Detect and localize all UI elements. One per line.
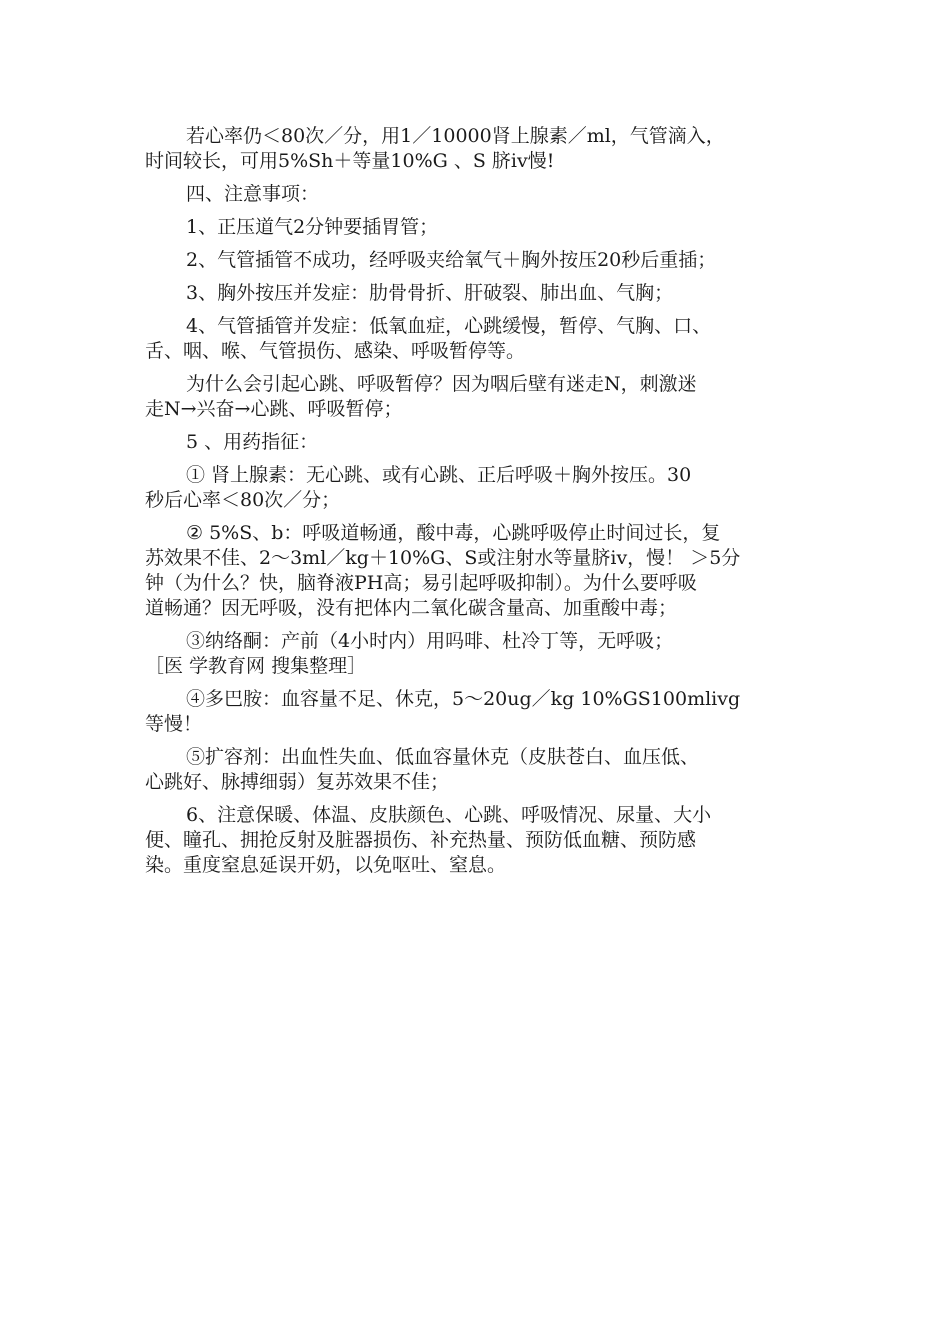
text-line: 心跳好、脉搏细弱）复苏效果不佳； <box>145 771 450 793</box>
text-line: 等慢！ <box>145 713 203 735</box>
text-line: ④多巴胺：血容量不足、休克，5～20ug／kg 10%GS100mlivg <box>186 688 741 710</box>
text-line: 四、注意事项： <box>186 183 320 205</box>
text-line: 秒后心率＜80次／分； <box>145 489 341 511</box>
text-line: 为什么会引起心跳、呼吸暂停？因为咽后壁有迷走N，刺激迷 <box>186 373 697 395</box>
document-body <box>145 124 810 886</box>
text-line: 苏效果不佳、2～3ml／kg＋10%G、S或注射水等量脐iv，慢！ ＞5分 <box>145 547 741 569</box>
paragraph-dopamine <box>145 687 810 737</box>
text-line: 1、正压道气2分钟要插胃管； <box>186 216 439 238</box>
text-line: 若心率仍＜80次／分，用1／10000肾上腺素／ml，气管滴入， <box>186 125 725 147</box>
paragraph-item-3 <box>145 281 810 306</box>
paragraph-item-4 <box>145 314 810 364</box>
paragraph-volume-expander <box>145 745 810 795</box>
text-line: 时间较长，可用5%Sh＋等量10%G 、S 脐iv慢! <box>145 150 555 172</box>
section-heading-drug-indications <box>145 430 810 455</box>
paragraph-item-1 <box>145 215 810 240</box>
text-line: 染。重度窒息延误开奶，以免呕吐、窒息。 <box>145 854 507 876</box>
text-line: ［医 学教育网 搜集整理］ <box>145 655 367 677</box>
paragraph-heart-rate <box>145 124 810 174</box>
text-line: ⑤扩容剂：出血性失血、低血容量休克（皮肤苍白、血压低、 <box>186 746 700 768</box>
text-line: 2、气管插管不成功，经呼吸夹给氧气＋胸外按压20秒后重插； <box>186 249 717 271</box>
paragraph-naloxone <box>145 629 810 654</box>
paragraph-why-apnea <box>145 372 810 422</box>
text-line: ③纳络酮：产前（4小时内）用吗啡、杜冷丁等，无呼吸； <box>186 630 674 652</box>
text-line: 便、瞳孔、拥抢反射及脏器损伤、补充热量、预防低血糖、预防感 <box>145 829 697 851</box>
text-line: 3、胸外按压并发症：肋骨骨折、肝破裂、肺出血、气胸； <box>186 282 674 304</box>
text-line: 5 、用药指征： <box>186 431 319 453</box>
text-line: 舌、咽、喉、气管损伤、感染、呼吸暂停等。 <box>145 340 526 362</box>
paragraph-epinephrine <box>145 463 810 513</box>
text-line: 道畅通？因无呼吸，没有把体内二氧化碳含量高、加重酸中毒； <box>145 597 678 619</box>
paragraph-item-2 <box>145 248 810 273</box>
text-line: 4、气管插管并发症：低氧血症，心跳缓慢，暂停、气胸、口、 <box>186 315 712 337</box>
paragraph-bicarbonate <box>145 521 810 621</box>
paragraph-source-note <box>145 654 810 679</box>
text-line: ① 肾上腺素：无心跳、或有心跳、正后呼吸＋胸外按压。30 <box>186 464 692 486</box>
text-line: 走N→兴奋→心跳、呼吸暂停； <box>145 398 403 420</box>
text-line: ② 5%S、b：呼吸道畅通，酸中毒，心跳呼吸停止时间过长，复 <box>186 522 721 544</box>
text-line: 钟（为什么？快，脑脊液PH高；易引起呼吸抑制）。为什么要呼吸 <box>145 572 697 594</box>
text-line: 6、注意保暖、体温、皮肤颜色、心跳、呼吸情况、尿量、大小 <box>186 804 712 826</box>
paragraph-item-6 <box>145 803 810 878</box>
section-heading-precautions <box>145 182 810 207</box>
